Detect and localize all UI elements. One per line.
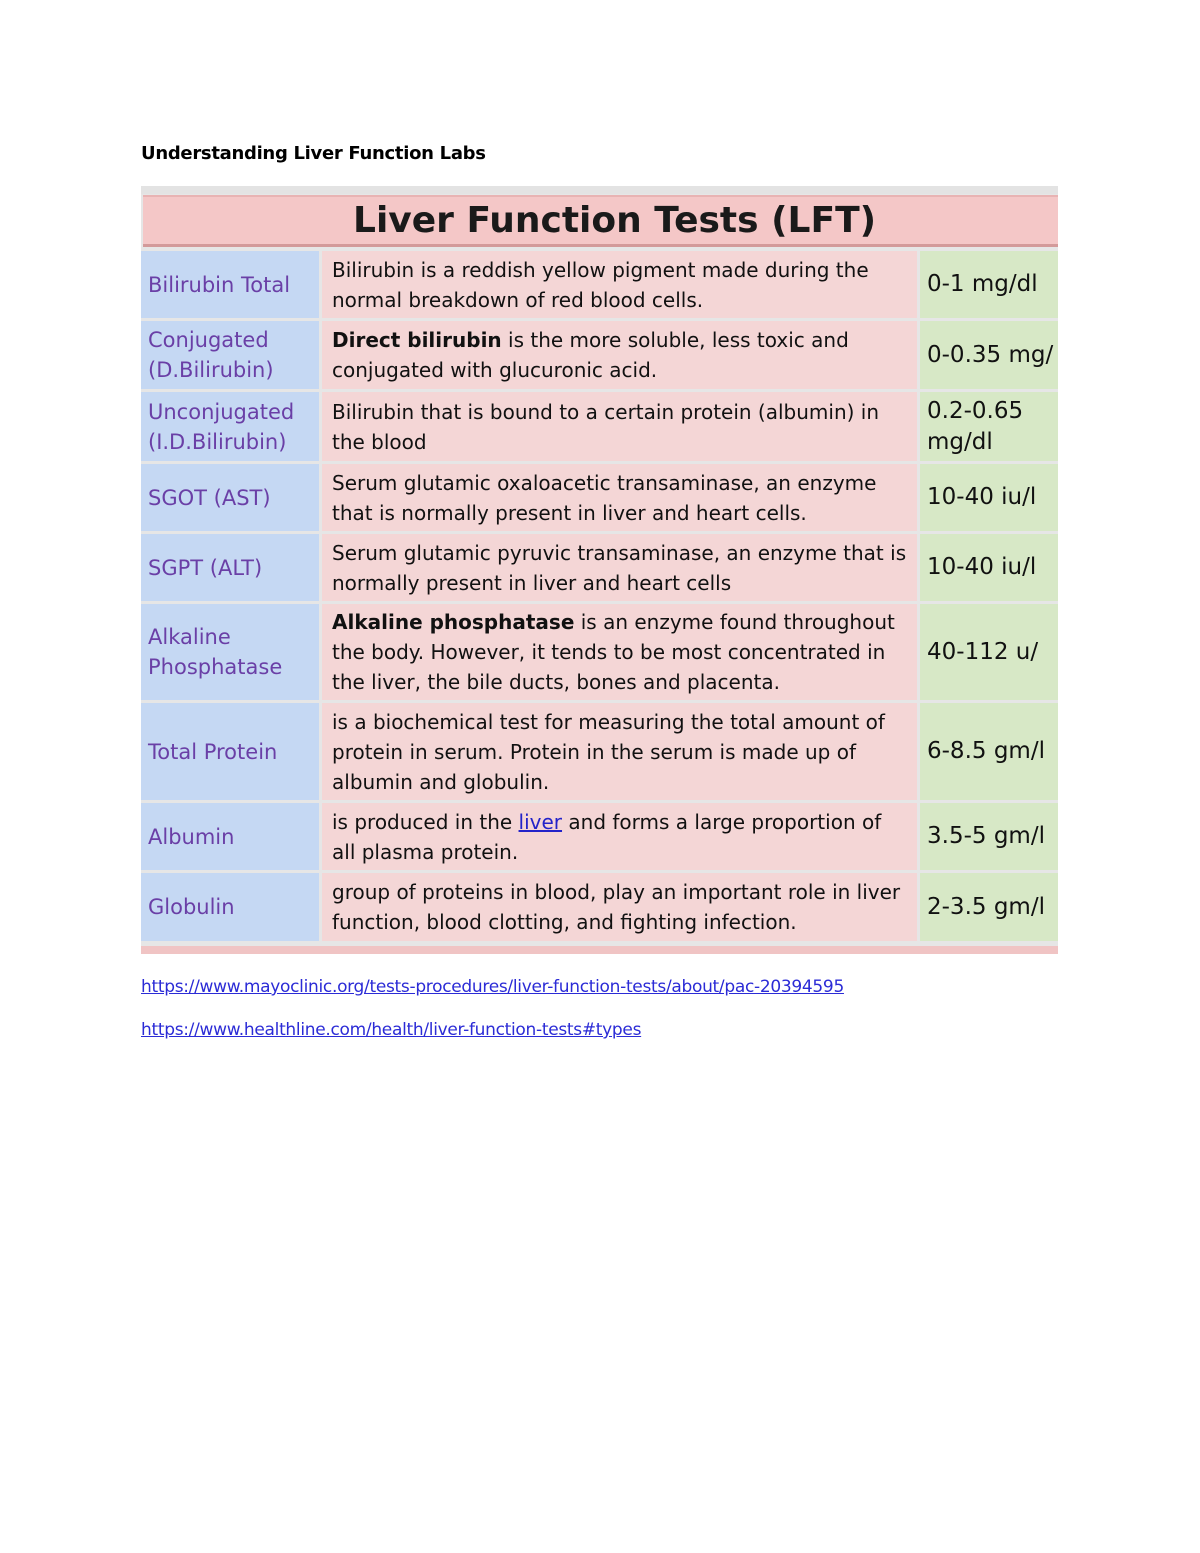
test-description (322, 251, 917, 318)
table-row (141, 604, 1058, 700)
healthline-link[interactable]: https://www.healthline.com/health/liver-function-tests#types (141, 1020, 642, 1040)
mayoclinic-link[interactable]: https://www.mayoclinic.org/tests-procedures/liver-function-tests/about/pac-20394595 (141, 977, 844, 997)
liver-link[interactable]: liver (518, 809, 563, 834)
test-description (322, 604, 917, 700)
table-row (141, 703, 1058, 800)
test-description (322, 703, 917, 800)
description-text: is the more soluble, less toxic and conjugated with glucuronic acid. (332, 328, 849, 382)
test-description (322, 464, 917, 531)
page-title: Understanding Liver Function Labs (141, 143, 486, 164)
table-row (141, 251, 1058, 318)
test-name: Total Protein (141, 703, 319, 800)
lft-table-title: Liver Function Tests (LFT) (353, 200, 877, 241)
table-row (141, 321, 1058, 389)
normal-range: 0.2-0.65 mg/dl (920, 392, 1058, 461)
description-prefix: is produced in the (332, 809, 519, 834)
test-description (322, 392, 917, 461)
normal-range: 40-112 u/ (920, 604, 1058, 700)
test-name: Globulin (141, 873, 319, 941)
test-name: SGOT (AST) (141, 464, 319, 531)
description-text: and forms a large proportion of all plasma protein. (332, 809, 882, 864)
test-name: Conjugated (D.Bilirubin) (141, 321, 319, 389)
description-text: Serum glutamic oxaloacetic transaminase, an enzyme that is normally present in liver and heart cells. (332, 470, 877, 525)
normal-range: 10-40 iu/l (920, 464, 1058, 531)
test-name: Unconjugated (I.D.Bilirubin) (141, 392, 319, 461)
description-text: Bilirubin is a reddish yellow pigment made during the normal breakdown of red blood cells. (332, 257, 869, 312)
description-text: is an enzyme found throughout the body. However, it tends to be most concentrated in the liver, the bile ducts, bones and placenta. (332, 610, 895, 694)
test-name: Bilirubin Total (141, 251, 319, 318)
normal-range: 6-8.5 gm/l (920, 703, 1058, 800)
test-name: Alkaline Phosphatase (141, 604, 319, 700)
description-text: Bilirubin that is bound to a certain protein (albumin) in the blood (332, 399, 880, 454)
normal-range: 0-1 mg/dl (920, 251, 1058, 318)
test-description (322, 534, 917, 601)
table-row (141, 464, 1058, 531)
table-row (141, 803, 1058, 870)
table-top-border (141, 186, 1058, 194)
lft-table-header (143, 195, 1058, 247)
normal-range: 10-40 iu/l (920, 534, 1058, 601)
description-text: is a biochemical test for measuring the total amount of protein in serum. Protein in the serum is made up of albumin and globulin. (332, 709, 885, 794)
normal-range: 3.5-5 gm/l (920, 803, 1058, 870)
description-text: Serum glutamic pyruvic transaminase, an enzyme that is normally present in liver and heart cells (332, 540, 907, 595)
test-name: SGPT (ALT) (141, 534, 319, 601)
table-bottom-border (141, 946, 1058, 954)
test-description (322, 321, 917, 389)
table-row (141, 392, 1058, 461)
description-bold: Direct bilirubin (332, 328, 502, 352)
normal-range: 2-3.5 gm/l (920, 873, 1058, 941)
lft-table-image (141, 186, 1058, 954)
normal-range: 0-0.35 mg/ (920, 321, 1058, 389)
description-text: group of proteins in blood, play an important role in liver function, blood clotting, and fighting infection. (332, 880, 901, 934)
table-row (141, 534, 1058, 601)
description-bold: Alkaline phosphatase (332, 610, 575, 634)
test-description (322, 803, 917, 870)
table-row (141, 873, 1058, 941)
test-name: Albumin (141, 803, 319, 870)
test-description (322, 873, 917, 941)
